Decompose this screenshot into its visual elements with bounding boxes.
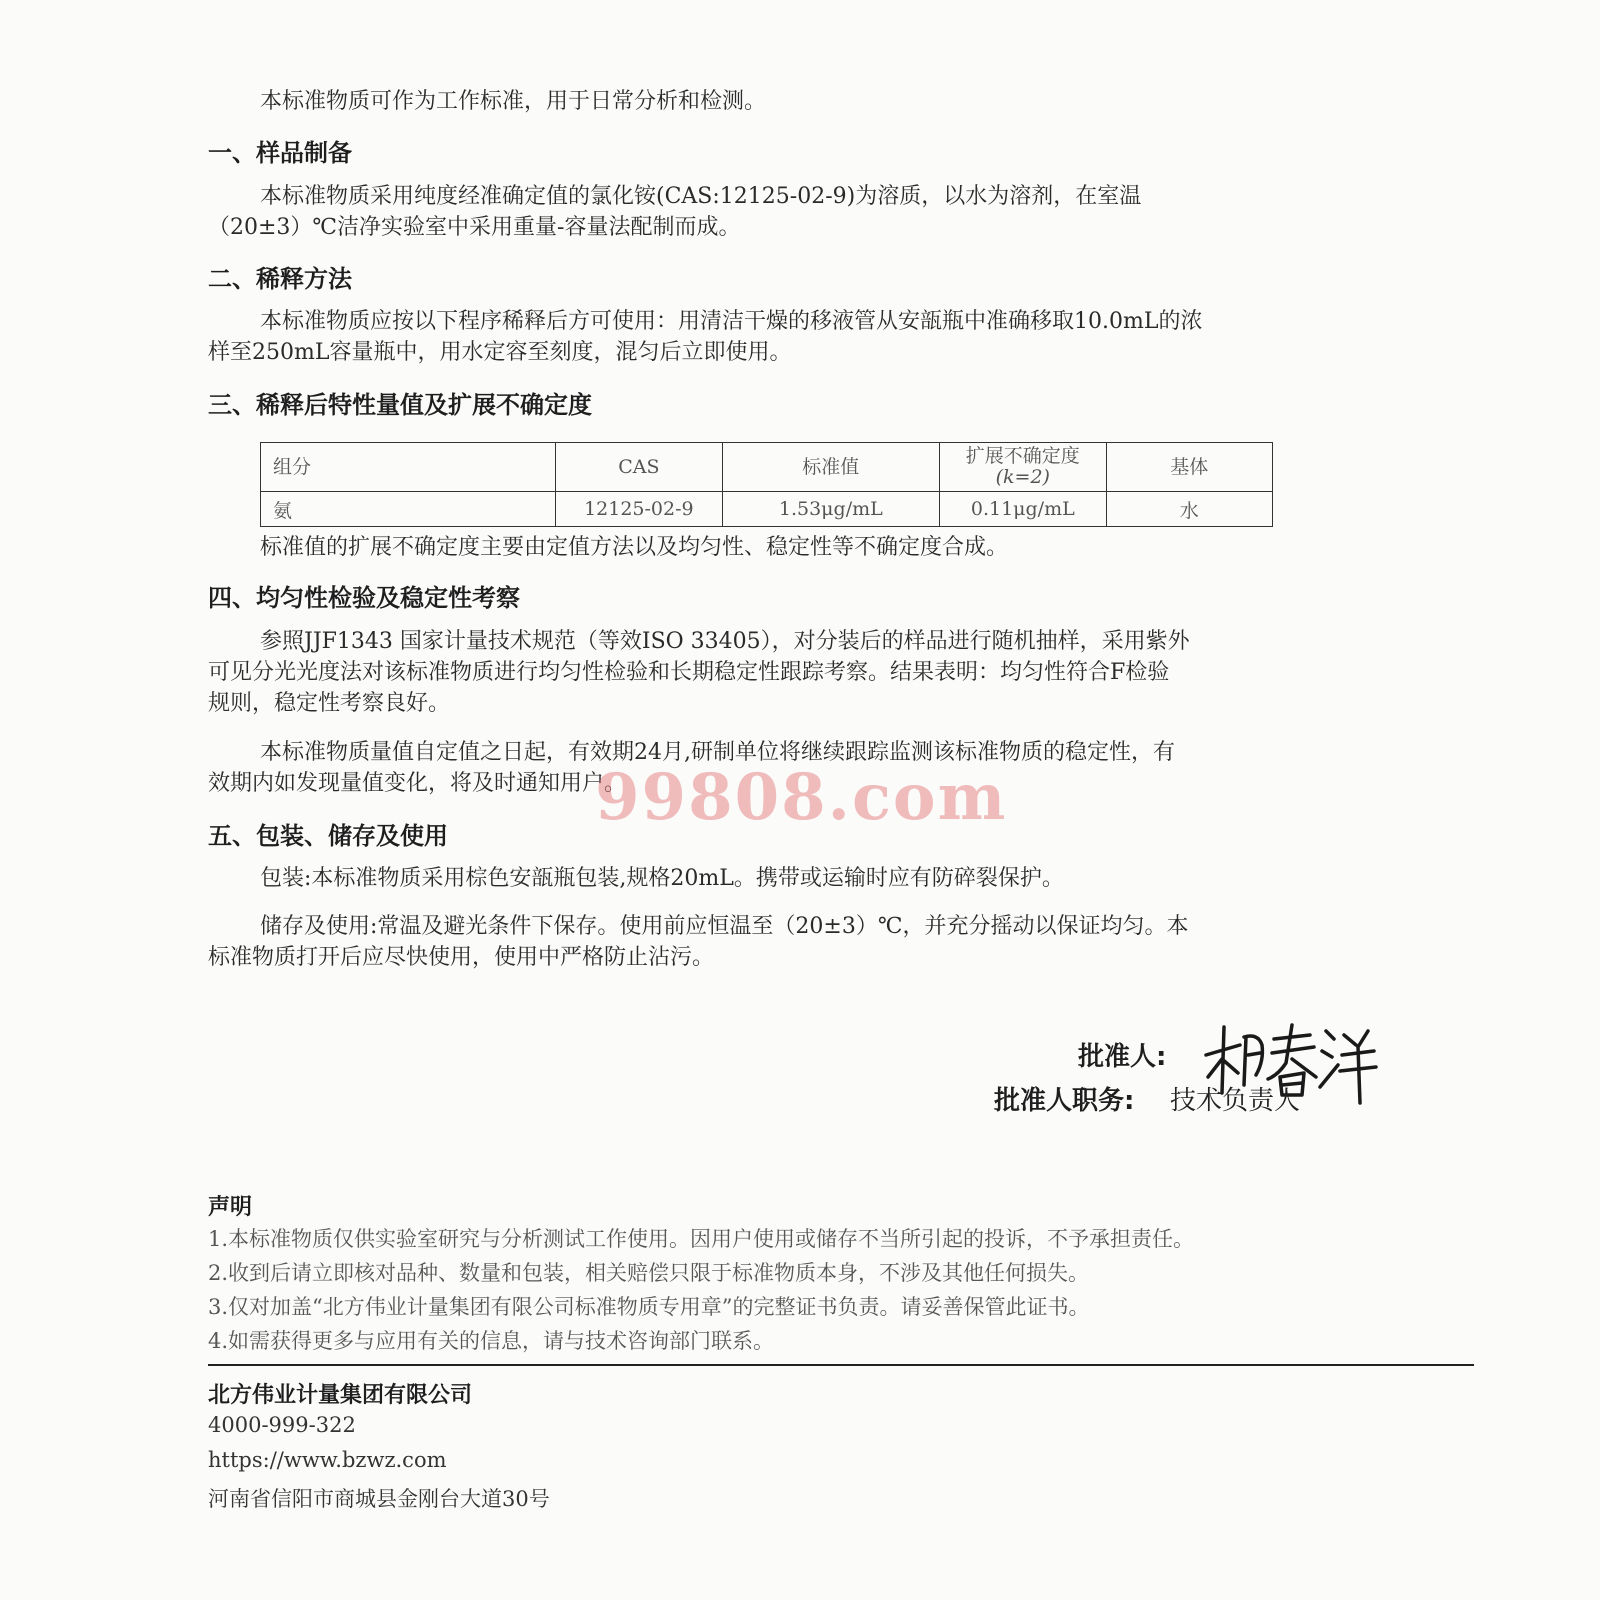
- storage-text-line2: 标准物质打开后应尽快使用，使用中严格防止沾污。: [208, 945, 715, 970]
- property-values-table: [260, 442, 1273, 527]
- company-website[interactable]: https://www.bzwz.com: [208, 1448, 447, 1472]
- watermark-text: 99808.com: [595, 760, 1008, 835]
- header-uncertainty: [940, 443, 1106, 492]
- section-heading-homogeneity: 四、均匀性检验及稳定性考察: [208, 584, 520, 612]
- cell-component: 氨: [261, 492, 556, 527]
- header-matrix: 基体: [1106, 443, 1272, 492]
- declaration-item-4: 4.如需获得更多与应用有关的信息，请与技术咨询部门联系。: [208, 1329, 775, 1353]
- section-heading-storage: 五、包装、储存及使用: [208, 822, 448, 850]
- declaration-item-2: 2.收到后请立即核对品种、数量和包装，相关赔偿只限于标准物质本身，不涉及其他任何损失。: [208, 1261, 1090, 1285]
- prep-text-line2: （20±3）℃洁净实验室中采用重量-容量法配制而成。: [208, 215, 741, 240]
- table-header-row: [261, 443, 1273, 492]
- company-name: 北方伟业计量集团有限公司: [208, 1383, 473, 1408]
- validity-text-line1: 本标准物质量值自定值之日起，有效期24月,研制单位将继续跟踪监测该标准物质的稳定性，有: [260, 740, 1175, 765]
- homogeneity-text-line1: 参照JJF1343 国家计量技术规范（等效ISO 33405），对分装后的样品进行随机抽样，采用紫外: [260, 629, 1190, 654]
- header-standard-value: 标准值: [722, 443, 940, 492]
- declaration-item-3: 3.仅对加盖“北方伟业计量集团有限公司标准物质专用章”的完整证书负责。请妥善保管此证书。: [208, 1295, 1090, 1319]
- declaration-item-1: 1.本标准物质仅供实验室研究与分析测试工作使用。因用户使用或储存不当所引起的投诉，不予承担责任。: [208, 1227, 1195, 1251]
- header-cas: CAS: [556, 443, 722, 492]
- section-heading-values: 三、稀释后特性量值及扩展不确定度: [208, 391, 592, 419]
- company-address: 河南省信阳市商城县金刚台大道30号: [208, 1487, 550, 1511]
- cell-matrix: 水: [1106, 492, 1272, 527]
- company-phone: 4000-999-322: [208, 1413, 356, 1437]
- prep-text-line1: 本标准物质采用纯度经准确定值的氯化铵(CAS:12125-02-9)为溶质，以水为溶剂，在室温: [260, 184, 1142, 209]
- approver-title-value: 技术负责人: [1170, 1086, 1301, 1116]
- packaging-text: 包装:本标准物质采用棕色安瓿瓶包装,规格20mL。携带或运输时应有防碎裂保护。: [260, 866, 1064, 891]
- approver-label: 批准人:: [1078, 1042, 1167, 1072]
- uncertainty-note: 标准值的扩展不确定度主要由定值方法以及均匀性、稳定性等不确定度合成。: [260, 535, 1009, 560]
- dilution-text-line2: 样至250mL容量瓶中，用水定容至刻度，混匀后立即使用。: [208, 340, 792, 365]
- dilution-text-line1: 本标准物质应按以下程序稀释后方可使用：用清洁干燥的移液管从安瓿瓶中准确移取10.0mL的浓: [260, 309, 1203, 334]
- header-uncertainty-line1: 扩展不确定度: [965, 445, 1080, 467]
- footer-divider: [208, 1364, 1474, 1366]
- cell-cas: 12125-02-9: [556, 492, 722, 527]
- storage-text-line1: 储存及使用:常温及避光条件下保存。使用前应恒温至（20±3）℃，并充分摇动以保证均匀。本: [260, 914, 1189, 939]
- cell-standard-value: 1.53μg/mL: [722, 492, 940, 527]
- intro-text: 本标准物质可作为工作标准，用于日常分析和检测。: [260, 89, 767, 114]
- homogeneity-text-line3: 规则，稳定性考察良好。: [208, 691, 451, 716]
- declaration-title: 声明: [208, 1195, 253, 1220]
- header-component: 组分: [261, 443, 556, 492]
- validity-text-line2: 效期内如发现量值变化，将及时通知用户。: [208, 771, 627, 796]
- header-uncertainty-line2: (k=2): [995, 466, 1050, 488]
- section-heading-dilution: 二、稀释方法: [208, 265, 352, 293]
- section-heading-prep: 一、样品制备: [208, 139, 352, 167]
- homogeneity-text-line2: 可见分光光度法对该标准物质进行均匀性检验和长期稳定性跟踪考察。结果表明：均匀性符合F检验: [208, 660, 1170, 685]
- cell-uncertainty: 0.11μg/mL: [940, 492, 1106, 527]
- approver-title-label: 批准人职务:: [994, 1086, 1135, 1116]
- table-row: [261, 492, 1273, 527]
